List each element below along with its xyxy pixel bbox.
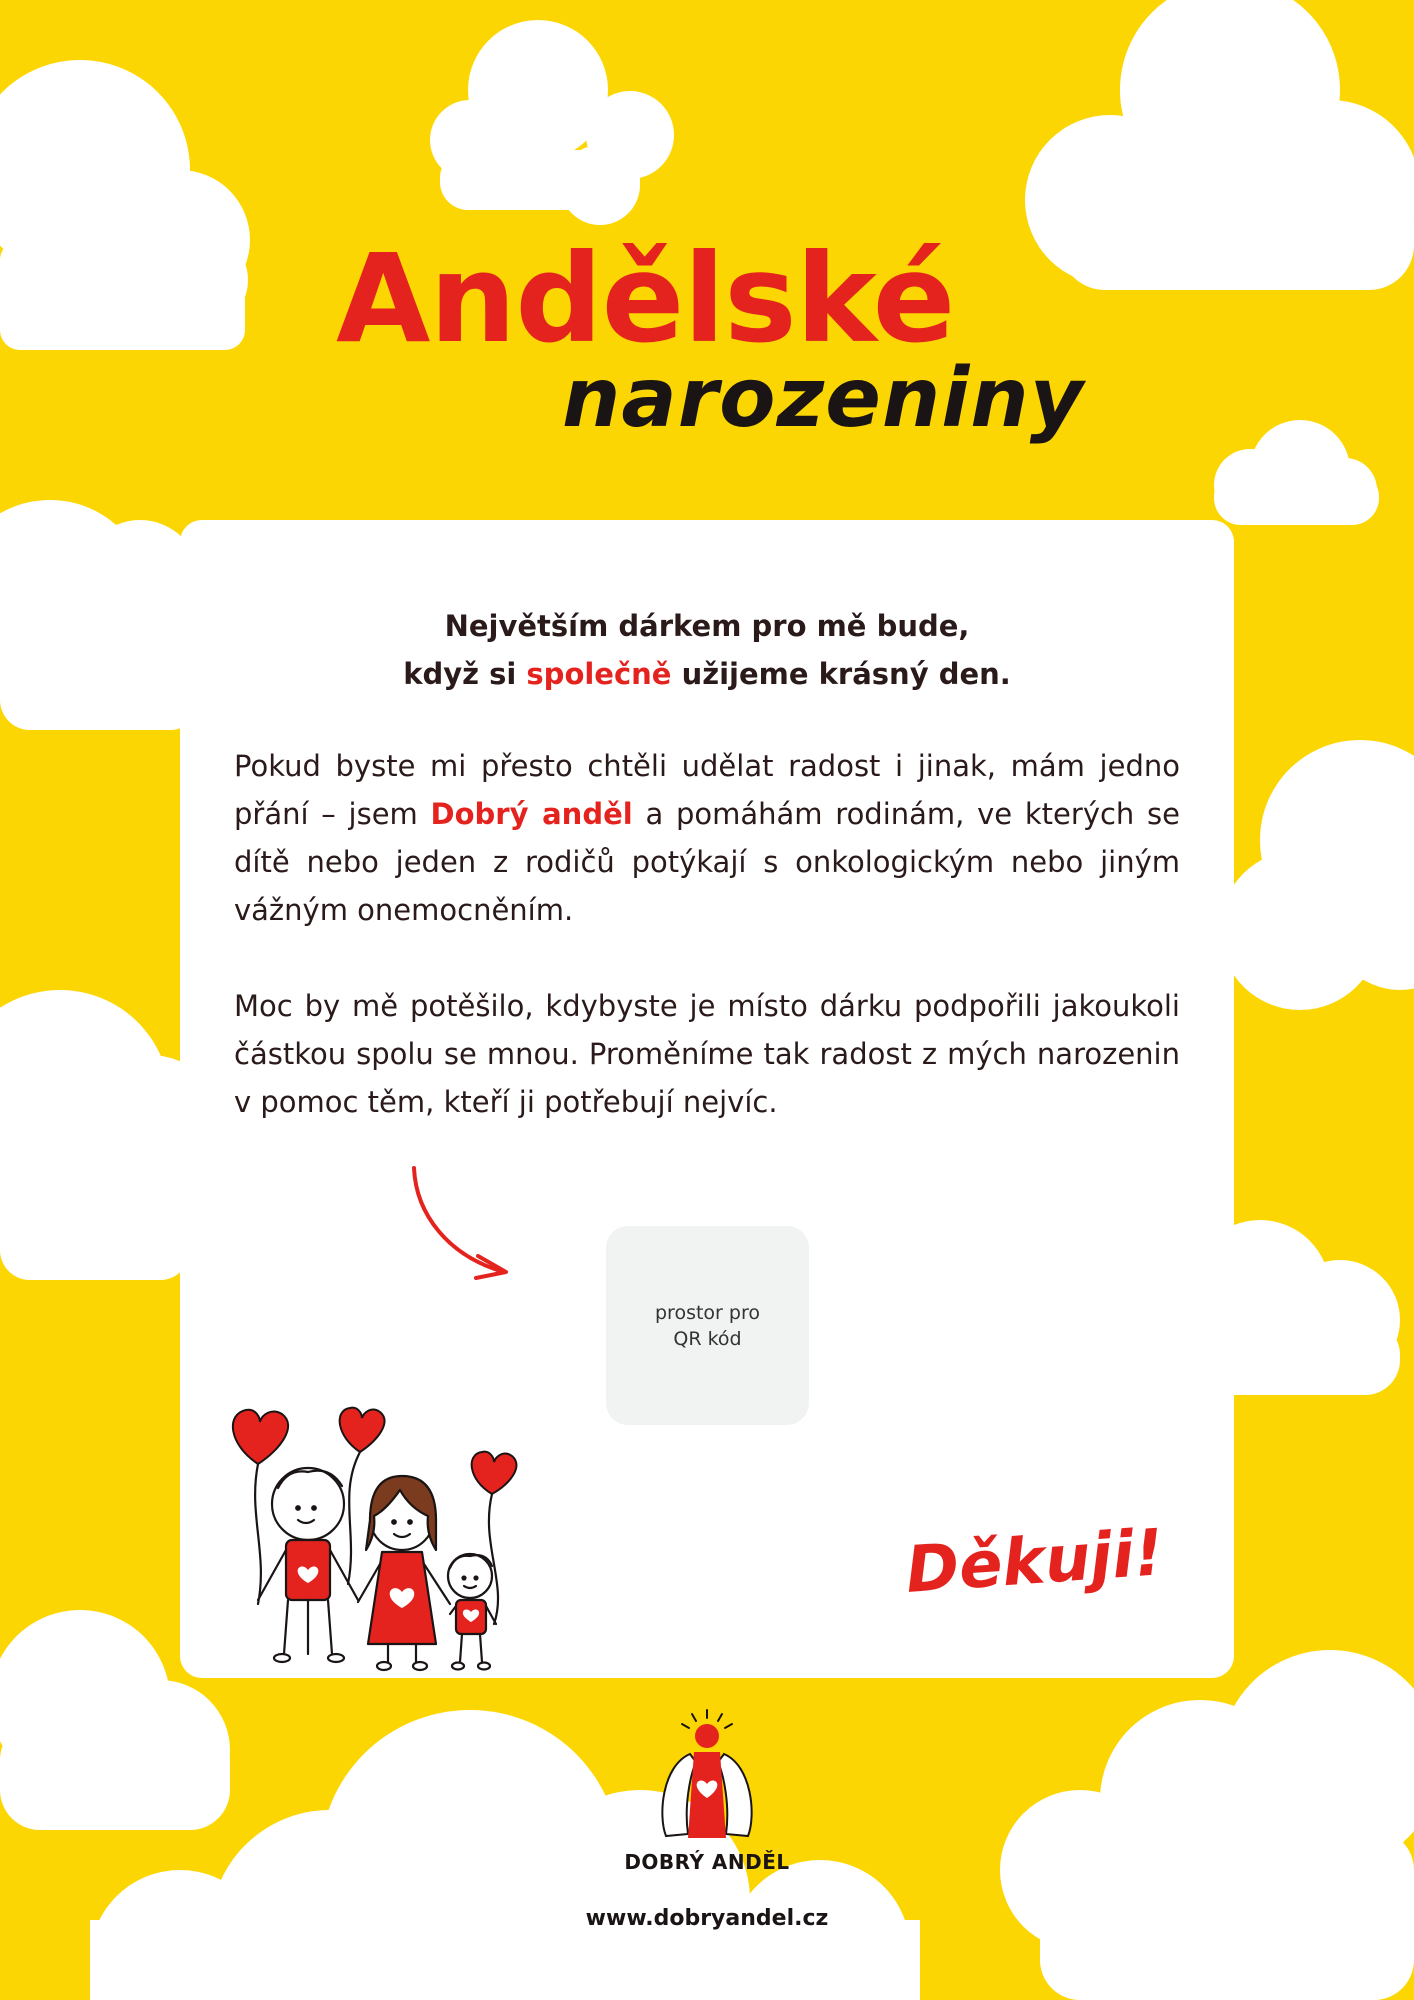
cloud <box>0 60 250 350</box>
curved-arrow-icon <box>408 1164 516 1282</box>
qr-label-line-1: prostor pro <box>655 1301 760 1324</box>
angel-logo-icon <box>652 1706 762 1842</box>
thanks-text: Děkuji! <box>903 1516 1166 1608</box>
intro-text <box>180 602 1234 698</box>
qr-code-placeholder <box>606 1226 809 1425</box>
cloud <box>0 500 200 730</box>
cloud <box>1220 740 1414 1010</box>
cloud <box>1214 420 1379 525</box>
intro-highlight: společně <box>526 657 672 691</box>
content-card <box>180 520 1234 1678</box>
qr-label-line-2: QR kód <box>673 1327 742 1350</box>
cloud <box>1000 1650 1414 2000</box>
cloud <box>1025 0 1414 290</box>
logo-wordmark: DOBRÝ ANDĚL <box>624 1850 790 1874</box>
title-subtitle: narozeniny <box>562 351 1085 446</box>
paragraph-2: Moc by mě potěšilo, kdybyste je místo dárku podpořili jakoukoli částkou spolu se mnou. Proměníme tak radost z mých narozenin v pomoc těm, kteří ji potřebují nejvíc. <box>234 989 1180 1119</box>
paragraph-1-end: a pomáhám rodinám, ve kterých se dítě nebo jeden z rodičů potýkají s onkologickým nebo jiným vážným onemocněním. <box>234 797 1180 927</box>
intro-line-1: Největším dárkem pro mě bude, <box>444 609 970 643</box>
website-link[interactable]: www.dobryandel.cz <box>585 1906 829 1931</box>
title-main: Andělské <box>336 228 955 370</box>
intro-line-2-start: když si <box>403 657 527 691</box>
family-illustration <box>218 1404 538 1674</box>
intro-line-2 <box>180 650 1234 698</box>
cloud <box>430 20 674 225</box>
paragraph-1 <box>234 742 1180 934</box>
dobry-andel-highlight: Dobrý anděl <box>430 797 633 831</box>
paragraph-1-start: Pokud byste mi přesto chtěli udělat radost i jinak, mám jedno přání – jsem <box>234 749 1180 831</box>
intro-line-2-end: užijeme krásný den. <box>671 657 1011 691</box>
